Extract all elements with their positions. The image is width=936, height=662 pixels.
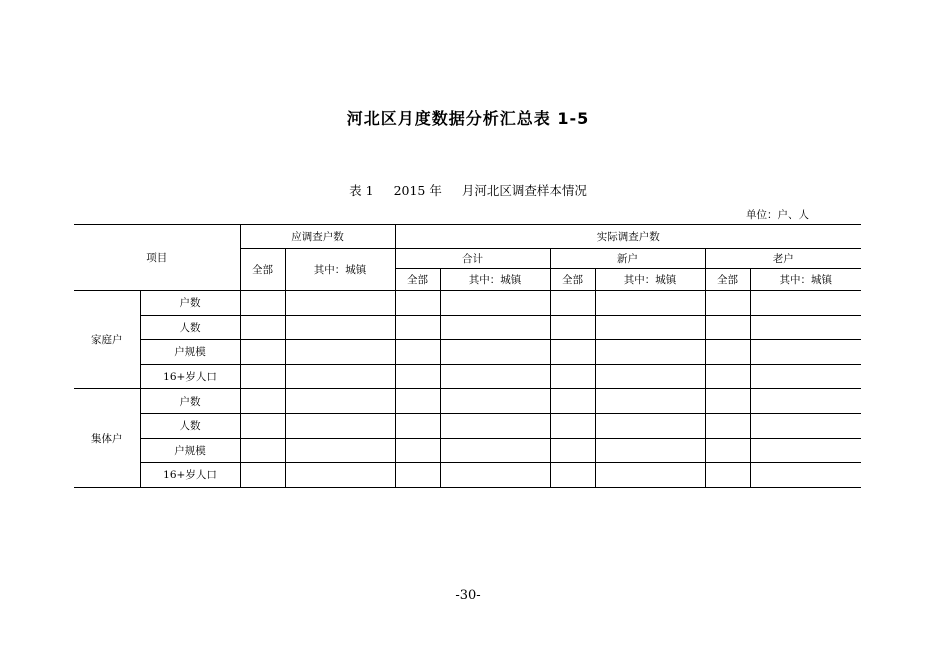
- header-old-urban: 其中：城镇: [750, 269, 861, 291]
- data-cell: [395, 340, 440, 365]
- data-cell: [285, 463, 395, 488]
- data-cell: [705, 315, 750, 340]
- data-cell: [705, 291, 750, 316]
- data-cell: [595, 463, 705, 488]
- data-cell: [395, 364, 440, 389]
- table-year: 2015 年: [393, 183, 442, 198]
- header-old-all: 全部: [705, 269, 750, 291]
- header-item: 项目: [74, 225, 240, 291]
- data-cell: [550, 364, 595, 389]
- table-body: [74, 291, 861, 488]
- table-row: [74, 463, 861, 488]
- data-cell: [750, 389, 861, 414]
- group-label: 集体户: [74, 389, 140, 487]
- data-cell: [550, 389, 595, 414]
- data-cell: [550, 340, 595, 365]
- data-cell: [750, 463, 861, 488]
- table-row: [74, 340, 861, 365]
- row-label: 户数: [140, 291, 240, 316]
- data-cell: [750, 315, 861, 340]
- data-cell: [705, 413, 750, 438]
- data-cell: [705, 340, 750, 365]
- table-row: [74, 389, 861, 414]
- data-cell: [395, 315, 440, 340]
- data-cell: [240, 364, 285, 389]
- data-cell: [550, 315, 595, 340]
- data-cell: [440, 315, 550, 340]
- table-row: [74, 438, 861, 463]
- table-caption: [0, 181, 936, 199]
- data-cell: [595, 438, 705, 463]
- data-cell: [750, 291, 861, 316]
- data-cell: [285, 291, 395, 316]
- data-cell: [240, 389, 285, 414]
- header-total-urban: 其中：城镇: [440, 269, 550, 291]
- data-cell: [240, 413, 285, 438]
- data-cell: [240, 315, 285, 340]
- header-old-households: 老户: [705, 249, 861, 269]
- header-new-all: 全部: [550, 269, 595, 291]
- survey-sample-table: [74, 224, 861, 488]
- data-cell: [395, 438, 440, 463]
- data-cell: [595, 413, 705, 438]
- data-cell: [750, 413, 861, 438]
- page-number: -30-: [455, 588, 481, 603]
- data-cell: [395, 413, 440, 438]
- data-cell: [705, 389, 750, 414]
- table-row: [74, 364, 861, 389]
- data-cell: [595, 291, 705, 316]
- data-cell: [240, 438, 285, 463]
- data-cell: [440, 389, 550, 414]
- data-cell: [240, 291, 285, 316]
- table-row: [74, 315, 861, 340]
- data-cell: [705, 438, 750, 463]
- data-cell: [440, 364, 550, 389]
- table-row: [74, 291, 861, 316]
- data-cell: [440, 340, 550, 365]
- row-label: 户规模: [140, 438, 240, 463]
- row-label: 人数: [140, 413, 240, 438]
- data-cell: [750, 438, 861, 463]
- data-cell: [550, 413, 595, 438]
- row-label: 16+岁人口: [140, 364, 240, 389]
- data-cell: [285, 389, 395, 414]
- data-cell: [550, 463, 595, 488]
- table-row: [74, 413, 861, 438]
- header-should-urban: 其中：城镇: [285, 249, 395, 291]
- header-should-all: 全部: [240, 249, 285, 291]
- header-should-survey: 应调查户数: [240, 225, 395, 249]
- table-caption-text: 月河北区调查样本情况: [461, 183, 587, 198]
- header-total-all: 全部: [395, 269, 440, 291]
- header-new-urban: 其中：城镇: [595, 269, 705, 291]
- data-cell: [595, 340, 705, 365]
- header-new-households: 新户: [550, 249, 705, 269]
- header-total: 合计: [395, 249, 550, 269]
- data-cell: [240, 340, 285, 365]
- data-cell: [705, 463, 750, 488]
- group-label: 家庭户: [74, 291, 140, 389]
- row-label: 16+岁人口: [140, 463, 240, 488]
- table-number: 表 1: [349, 183, 374, 198]
- data-cell: [440, 438, 550, 463]
- data-cell: [550, 291, 595, 316]
- data-cell: [440, 463, 550, 488]
- data-cell: [595, 389, 705, 414]
- data-cell: [285, 315, 395, 340]
- data-cell: [285, 438, 395, 463]
- data-cell: [595, 364, 705, 389]
- header-actual-survey: 实际调查户数: [395, 225, 861, 249]
- row-label: 人数: [140, 315, 240, 340]
- row-label: 户规模: [140, 340, 240, 365]
- data-cell: [705, 364, 750, 389]
- data-cell: [750, 364, 861, 389]
- data-cell: [240, 463, 285, 488]
- data-cell: [750, 340, 861, 365]
- document-title: 河北区月度数据分析汇总表 1-5: [346, 109, 590, 128]
- data-cell: [440, 291, 550, 316]
- data-cell: [285, 340, 395, 365]
- unit-label: 单位：户、人: [746, 209, 809, 221]
- data-cell: [285, 413, 395, 438]
- data-cell: [440, 413, 550, 438]
- data-cell: [395, 291, 440, 316]
- data-cell: [595, 315, 705, 340]
- data-cell: [285, 364, 395, 389]
- data-cell: [395, 389, 440, 414]
- row-label: 户数: [140, 389, 240, 414]
- data-cell: [550, 438, 595, 463]
- data-cell: [395, 463, 440, 488]
